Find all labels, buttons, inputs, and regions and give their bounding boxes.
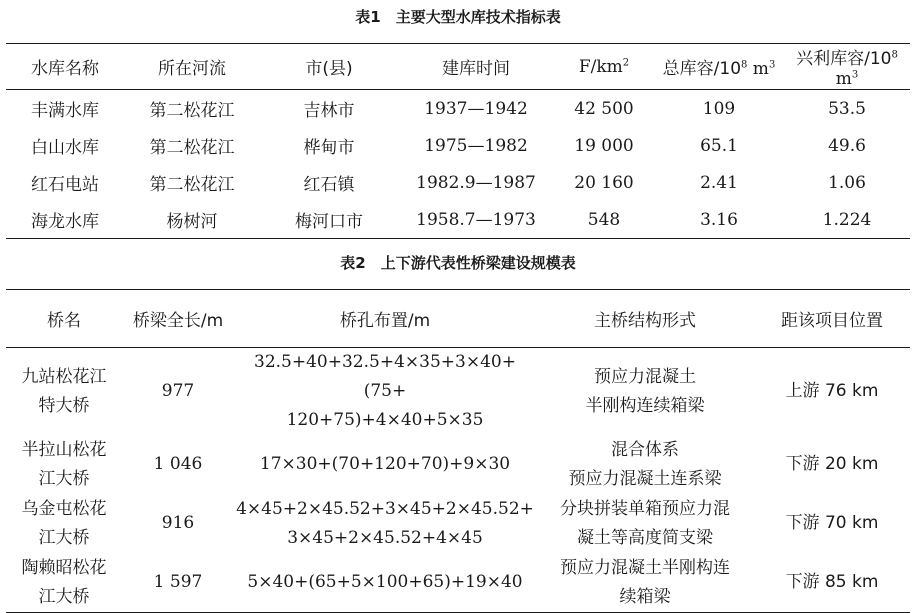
area-value: 19 000 (574, 135, 634, 156)
build-period: 1982.9—1987 (416, 172, 536, 193)
useful-capacity-value: 1.224 (822, 209, 872, 230)
bridge-length: 1 597 (153, 572, 203, 592)
build-period: 1958.7—1973 (416, 209, 536, 230)
city-name: 吉林市 (303, 101, 355, 121)
table-row (6, 90, 910, 128)
table2-header-row (6, 290, 910, 348)
header-total-capacity: 总库容$/10^8$ $m^3$ (662, 59, 776, 79)
header-river: 所在河流 (158, 59, 226, 79)
bridge-table (6, 289, 910, 613)
position-value: 下游 20 km (785, 454, 879, 474)
city-name: 红石镇 (303, 175, 355, 195)
bridge-name: 陶赖昭松花 江大桥 (21, 557, 107, 607)
total-capacity-value: 109 (702, 98, 736, 119)
header-span-layout: 桥孔布置/m (339, 311, 431, 331)
structure-type: 预应力混凝土 半刚构连续箱梁 (585, 366, 705, 416)
river-name: 第二松花江 (149, 138, 235, 158)
bridge-length: 1 046 (153, 454, 203, 474)
table-row (6, 435, 910, 494)
header-city: 市(县) (305, 59, 353, 79)
table-row (6, 201, 910, 239)
table-row (6, 553, 910, 613)
reservoir-name: 丰满水库 (31, 101, 99, 121)
table-row (6, 348, 910, 436)
structure-type: 预应力混凝土半刚构连 续箱梁 (560, 557, 730, 607)
structure-type: 混合体系 预应力混凝土连系梁 (568, 439, 722, 489)
reservoir-name: 白山水库 (31, 138, 99, 158)
position-value: 下游 70 km (785, 513, 879, 533)
city-name: 梅河口市 (295, 212, 363, 232)
span-layout: 17×30+(70+120+70)+9×30 (259, 454, 511, 474)
header-period: 建库时间 (442, 59, 510, 79)
table-row (6, 164, 910, 201)
position-value: 上游 76 km (785, 381, 879, 401)
structure-type: 分块拼装单箱预应力混 凝土等高度简支梁 (560, 498, 730, 548)
river-name: 第二松花江 (149, 175, 235, 195)
total-capacity-value: 3.16 (700, 209, 738, 230)
total-capacity-value: 2.41 (700, 172, 738, 193)
bridge-length: 916 (161, 513, 195, 533)
span-layout: 5×40+(65+5×100+65)+19×40 (247, 572, 523, 592)
reservoir-table (6, 43, 910, 239)
reservoir-name: 海龙水库 (31, 212, 99, 232)
span-layout: 4×45+2×45.52+3×45+2×45.52+ 3×45+2×45.52+4×45 (236, 498, 534, 548)
useful-capacity-value: 53.5 (828, 98, 866, 119)
header-reservoir-name: 水库名称 (31, 59, 99, 79)
header-useful-capacity: 兴利库容$/10^8$ $m^3$ (796, 49, 898, 89)
build-period: 1937—1942 (424, 98, 528, 119)
total-capacity-value: 65.1 (700, 135, 738, 156)
bridge-length: 977 (161, 381, 195, 401)
useful-capacity-value: 1.06 (828, 172, 866, 193)
bridge-name: 九站松花江 特大桥 (21, 366, 107, 416)
river-name: 杨树河 (166, 212, 218, 232)
header-area: $F/km^2$ (578, 56, 630, 77)
bridge-name: 半拉山松花 江大桥 (21, 439, 107, 489)
table1-caption: 表1 主要大型水库技术指标表 (355, 8, 561, 26)
river-name: 第二松花江 (149, 101, 235, 121)
city-name: 桦甸市 (303, 138, 355, 158)
useful-capacity-value: 49.6 (828, 135, 866, 156)
reservoir-name: 红石电站 (31, 175, 99, 195)
table-row (6, 494, 910, 553)
table1-header-row (6, 44, 910, 90)
table-row (6, 127, 910, 164)
bridge-name: 乌金屯松花 江大桥 (21, 498, 107, 548)
area-value: 548 (587, 209, 621, 230)
header-bridge-name: 桥名 (47, 311, 81, 331)
header-bridge-length: 桥梁全长/m (132, 311, 224, 331)
area-value: 42 500 (574, 98, 634, 119)
table2-caption: 表2 上下游代表性桥梁建设规模表 (340, 254, 576, 272)
position-value: 下游 85 km (785, 572, 879, 592)
span-layout: 32.5+40+32.5+4×35+3×40+(75+ 120+75)+4×40+5×35 (254, 352, 516, 430)
header-structure: 主桥结构形式 (594, 311, 696, 331)
area-value: 20 160 (574, 172, 634, 193)
build-period: 1975—1982 (424, 135, 528, 156)
header-position: 距该项目位置 (781, 311, 883, 331)
